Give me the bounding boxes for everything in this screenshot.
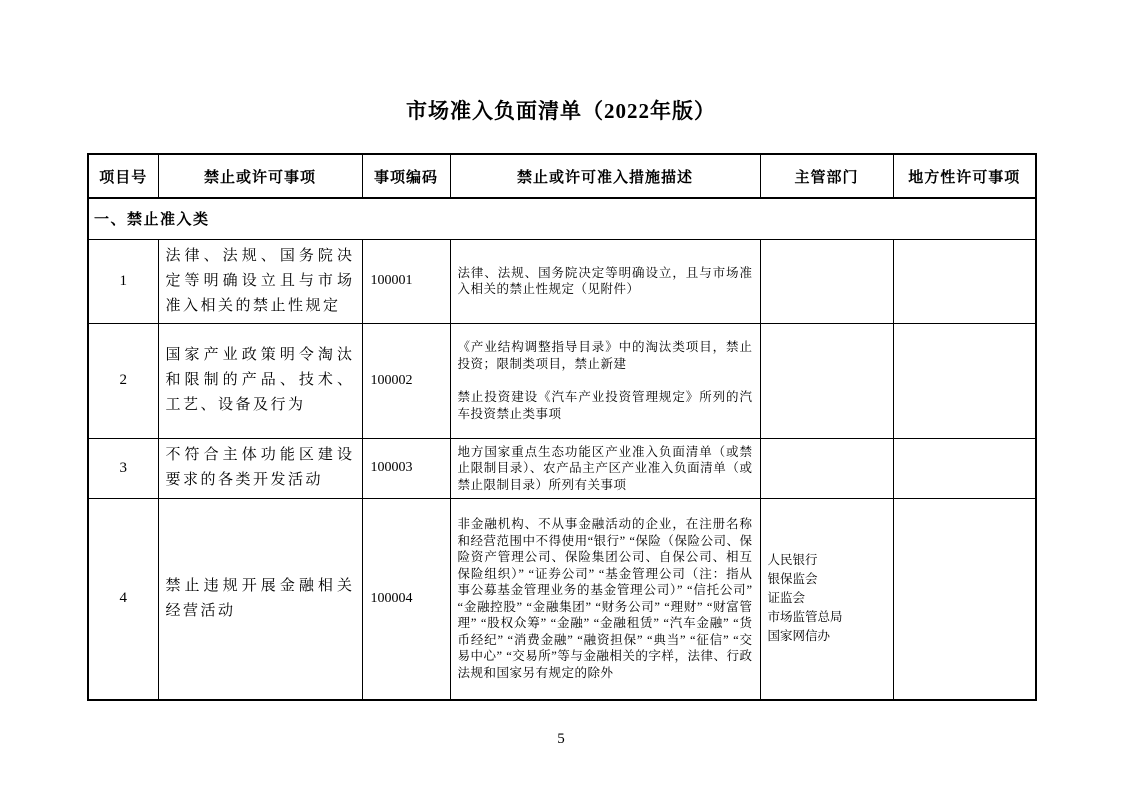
item-name-cell: 禁止违规开展金融相关经营活动 [158, 499, 362, 700]
description-paragraph: 地方国家重点生态功能区产业准入负面清单（或禁止限制目录）、农产品主产区产业准入负面清单（或禁止限制目录）所列有关事项 [457, 444, 753, 492]
item-code-cell: 100002 [362, 323, 450, 438]
department-cell [760, 323, 893, 438]
description-cell [450, 499, 760, 700]
table-row [88, 239, 1036, 323]
item-name-cell: 法律、法规、国务院决定等明确设立且与市场准入相关的禁止性规定 [158, 239, 362, 323]
table-row [88, 438, 1036, 499]
item-no-cell: 4 [88, 499, 158, 700]
department-cell [760, 438, 893, 499]
description-cell [450, 323, 760, 438]
item-no-cell: 1 [88, 239, 158, 323]
section-row [88, 198, 1036, 239]
table-row [88, 499, 1036, 700]
department-line: 国家网信办 [767, 629, 831, 644]
local-permit-cell [893, 438, 1036, 499]
description-paragraph: 法律、法规、国务院决定等明确设立，且与市场准入相关的禁止性规定（见附件） [457, 265, 753, 296]
local-permit-cell [893, 499, 1036, 700]
column-header-description: 禁止或许可准入措施描述 [450, 154, 760, 198]
description-paragraph: 禁止投资建设《汽车产业投资管理规定》所列的汽车投资禁止类事项 [457, 390, 753, 421]
item-name-cell: 国家产业政策明令淘汰和限制的产品、技术、工艺、设备及行为 [158, 323, 362, 438]
column-header-code: 事项编码 [362, 154, 450, 198]
department-cell [760, 239, 893, 323]
item-code-cell: 100001 [362, 239, 450, 323]
department-line: 人民银行 [767, 553, 818, 568]
item-code-cell: 100004 [362, 499, 450, 700]
column-header-department: 主管部门 [760, 154, 893, 198]
section-header: 一、禁止准入类 [88, 198, 1036, 239]
local-permit-cell [893, 323, 1036, 438]
negative-list-table [87, 153, 1037, 701]
item-code-cell: 100003 [362, 438, 450, 499]
page-number: 5 [557, 730, 565, 747]
description-cell [450, 438, 760, 499]
department-line: 证监会 [767, 591, 806, 606]
column-header-item: 禁止或许可事项 [158, 154, 362, 198]
department-line: 市场监管总局 [767, 610, 843, 625]
column-header-item-no: 项目号 [88, 154, 158, 198]
item-no-cell: 2 [88, 323, 158, 438]
table-header-row [88, 154, 1036, 198]
page-title: 市场准入负面清单（2022年版） [406, 99, 716, 123]
description-paragraph: 非金融机构、不从事金融活动的企业，在注册名称和经营范围中不得使用“银行” “保险（保险公司、保险资产管理公司、保险集团公司、自保公司、相互保险组织）” “证券公司” “基金管理公司（注：指从事公募基金管理业务的基金管理公司）” “信托公司” “金融控股” “金融集团” “财务公司” “理财” “财富管理” “股权众筹” “金融” “金融租赁” “汽车金融” “货币经纪” “消费金融” “融资担保” “典当” “征信” “交易中心” “交易所”等与金融相关的字样，法律、行政法规和国家另有规定的除外 [457, 517, 753, 680]
column-header-local: 地方性许可事项 [893, 154, 1036, 198]
description-cell [450, 239, 760, 323]
local-permit-cell [893, 239, 1036, 323]
table-row [88, 323, 1036, 438]
description-paragraph: 《产业结构调整指导目录》中的淘汰类项目，禁止投资；限制类项目，禁止新建 [457, 340, 753, 371]
item-no-cell: 3 [88, 438, 158, 499]
item-name-cell: 不符合主体功能区建设要求的各类开发活动 [158, 438, 362, 499]
department-line: 银保监会 [767, 572, 818, 587]
document-content [87, 0, 1035, 748]
department-cell [760, 499, 893, 700]
